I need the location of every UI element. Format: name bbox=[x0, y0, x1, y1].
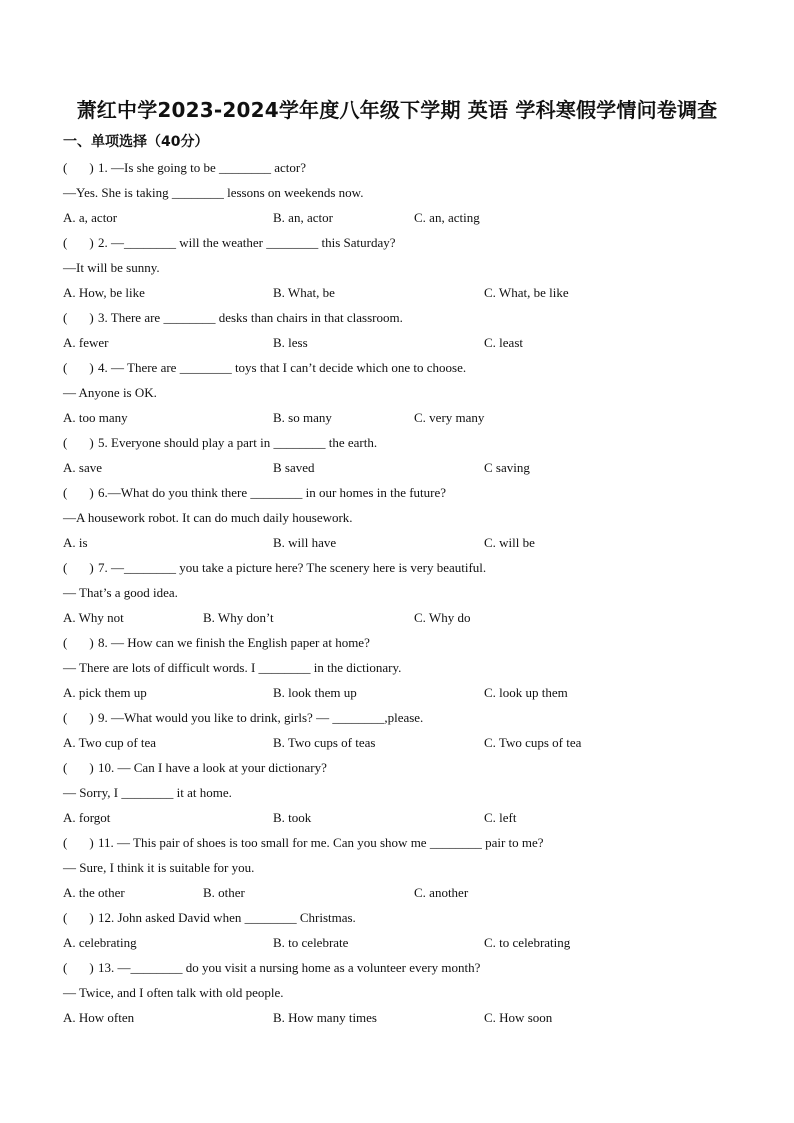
question-stem bbox=[63, 355, 743, 380]
option-c[interactable]: C saving bbox=[484, 460, 530, 475]
option-c[interactable]: C. look up them bbox=[484, 685, 568, 700]
question-text: 3. There are ________ desks than chairs in that classroom. bbox=[98, 310, 403, 325]
question-text: 13. —________ do you visit a nursing home as a volunteer every month? bbox=[98, 960, 481, 975]
bracket-close: ) bbox=[89, 635, 94, 650]
question-text: 6.—What do you think there ________ in our homes in the future? bbox=[98, 485, 447, 500]
section-heading: 一、单项选择（40分） bbox=[63, 134, 209, 150]
question-text: 9. —What would you like to drink, girls? — ________,please. bbox=[98, 710, 424, 725]
option-c[interactable]: C. least bbox=[484, 335, 523, 350]
bracket-open: ( bbox=[63, 360, 68, 375]
options-row bbox=[63, 205, 743, 230]
bracket-open: ( bbox=[63, 910, 68, 925]
answer-line: —It will be sunny. bbox=[63, 260, 160, 275]
option-c[interactable]: C. What, be like bbox=[484, 285, 569, 300]
question-text: 10. — Can I have a look at your dictionary? bbox=[98, 760, 327, 775]
bracket-close: ) bbox=[89, 760, 94, 775]
option-c[interactable]: C. an, acting bbox=[414, 210, 480, 225]
question-stem bbox=[63, 630, 743, 655]
bracket-open: ( bbox=[63, 235, 68, 250]
question-stem bbox=[63, 480, 743, 505]
option-b[interactable]: B saved bbox=[273, 460, 315, 475]
answer-line: — Sure, I think it is suitable for you. bbox=[63, 860, 255, 875]
answer-bracket[interactable] bbox=[63, 630, 98, 655]
options-row bbox=[63, 530, 743, 555]
question-stem bbox=[63, 905, 743, 930]
question-stem bbox=[63, 705, 743, 730]
answer-bracket[interactable] bbox=[63, 555, 98, 580]
option-a[interactable]: A. the other bbox=[63, 885, 125, 900]
options-row bbox=[63, 880, 743, 905]
answer-line: — Sorry, I ________ it at home. bbox=[63, 785, 232, 800]
bracket-close: ) bbox=[89, 435, 94, 450]
answer-bracket[interactable] bbox=[63, 155, 98, 180]
bracket-open: ( bbox=[63, 835, 68, 850]
bracket-close: ) bbox=[89, 710, 94, 725]
question-stem bbox=[63, 830, 743, 855]
option-a[interactable]: A. Why not bbox=[63, 610, 124, 625]
question-text: 1. —Is she going to be ________ actor? bbox=[98, 160, 306, 175]
option-c[interactable]: C. very many bbox=[414, 410, 485, 425]
question-text: 5. Everyone should play a part in ________ the earth. bbox=[98, 435, 378, 450]
option-b[interactable]: B. took bbox=[273, 810, 312, 825]
bracket-open: ( bbox=[63, 560, 68, 575]
option-c[interactable]: C. to celebrating bbox=[484, 935, 571, 950]
option-b[interactable]: B. How many times bbox=[273, 1010, 377, 1025]
answer-bracket[interactable] bbox=[63, 430, 98, 455]
answer-line: — Anyone is OK. bbox=[63, 385, 157, 400]
question-text: 4. — There are ________ toys that I can’t decide which one to choose. bbox=[98, 360, 467, 375]
answer-line: — There are lots of difficult words. I ________ in the dictionary. bbox=[63, 660, 402, 675]
bracket-close: ) bbox=[89, 910, 94, 925]
bracket-close: ) bbox=[89, 835, 94, 850]
options-row bbox=[63, 455, 743, 480]
bracket-close: ) bbox=[89, 160, 94, 175]
bracket-open: ( bbox=[63, 160, 68, 175]
option-a[interactable]: A. How often bbox=[63, 1010, 135, 1025]
option-c[interactable]: C. another bbox=[414, 885, 469, 900]
question-stem bbox=[63, 430, 743, 455]
option-b[interactable]: B. What, be bbox=[273, 285, 335, 300]
options-row bbox=[63, 680, 743, 705]
option-a[interactable]: A. Two cup of tea bbox=[63, 735, 157, 750]
bracket-open: ( bbox=[63, 760, 68, 775]
answer-bracket[interactable] bbox=[63, 480, 98, 505]
question-stem bbox=[63, 155, 743, 180]
question-stem bbox=[63, 955, 743, 980]
option-b[interactable]: B. will have bbox=[273, 535, 337, 550]
answer-bracket[interactable] bbox=[63, 230, 98, 255]
answer-line: — That’s a good idea. bbox=[63, 585, 178, 600]
question-text: 11. — This pair of shoes is too small for me. Can you show me ________ pair to me? bbox=[98, 835, 544, 850]
answer-bracket[interactable] bbox=[63, 830, 98, 855]
option-b[interactable]: B. Why don’t bbox=[203, 610, 274, 625]
options-row bbox=[63, 280, 743, 305]
option-a[interactable]: A. is bbox=[63, 535, 88, 550]
bracket-close: ) bbox=[89, 960, 94, 975]
option-b[interactable]: B. Two cups of teas bbox=[273, 735, 376, 750]
option-b[interactable]: B. to celebrate bbox=[273, 935, 349, 950]
bracket-close: ) bbox=[89, 560, 94, 575]
options-row bbox=[63, 405, 743, 430]
bracket-close: ) bbox=[89, 235, 94, 250]
options-row bbox=[63, 330, 743, 355]
bracket-open: ( bbox=[63, 310, 68, 325]
option-c[interactable]: C. Why do bbox=[414, 610, 471, 625]
question-stem bbox=[63, 755, 743, 780]
option-a[interactable]: A. celebrating bbox=[63, 935, 137, 950]
options-row bbox=[63, 805, 743, 830]
bracket-close: ) bbox=[89, 360, 94, 375]
option-c[interactable]: C. How soon bbox=[484, 1010, 553, 1025]
options-row bbox=[63, 1005, 743, 1030]
question-text: 7. —________ you take a picture here? The scenery here is very beautiful. bbox=[98, 560, 487, 575]
bracket-open: ( bbox=[63, 485, 68, 500]
answer-bracket[interactable] bbox=[63, 305, 98, 330]
option-a[interactable]: A. How, be like bbox=[63, 285, 145, 300]
answer-bracket[interactable] bbox=[63, 955, 98, 980]
option-a[interactable]: A. pick them up bbox=[63, 685, 147, 700]
question-text: 12. John asked David when ________ Christmas. bbox=[98, 910, 356, 925]
answer-bracket[interactable] bbox=[63, 355, 98, 380]
option-a[interactable]: A. save bbox=[63, 460, 102, 475]
option-a[interactable]: A. a, actor bbox=[63, 210, 118, 225]
options-row bbox=[63, 730, 743, 755]
bracket-close: ) bbox=[89, 310, 94, 325]
question-list bbox=[63, 155, 743, 1030]
option-c[interactable]: C. Two cups of tea bbox=[484, 735, 582, 750]
options-row bbox=[63, 930, 743, 955]
bracket-open: ( bbox=[63, 710, 68, 725]
question-stem bbox=[63, 555, 743, 580]
option-b[interactable]: B. look them up bbox=[273, 685, 357, 700]
option-a[interactable]: A. too many bbox=[63, 410, 128, 425]
answer-line: — Twice, and I often talk with old people. bbox=[63, 985, 284, 1000]
bracket-open: ( bbox=[63, 435, 68, 450]
page-title: 萧红中学2023-2024学年度八年级下学期 英语 学科寒假学情问卷调查 bbox=[76, 98, 718, 122]
bracket-close: ) bbox=[89, 485, 94, 500]
option-b[interactable]: B. an, actor bbox=[273, 210, 333, 225]
question-text: 2. —________ will the weather ________ this Saturday? bbox=[98, 235, 396, 250]
option-a[interactable]: A. fewer bbox=[63, 335, 109, 350]
question-text: 8. — How can we finish the English paper at home? bbox=[98, 635, 370, 650]
answer-bracket[interactable] bbox=[63, 905, 98, 930]
answer-line: —Yes. She is taking ________ lessons on weekends now. bbox=[63, 185, 364, 200]
bracket-open: ( bbox=[63, 960, 68, 975]
question-stem bbox=[63, 305, 743, 330]
option-b[interactable]: B. less bbox=[273, 335, 308, 350]
answer-line: —A housework robot. It can do much daily housework. bbox=[63, 510, 353, 525]
option-a[interactable]: A. forgot bbox=[63, 810, 111, 825]
options-row bbox=[63, 605, 743, 630]
option-b[interactable]: B. so many bbox=[273, 410, 332, 425]
bracket-open: ( bbox=[63, 635, 68, 650]
option-c[interactable]: C. left bbox=[484, 810, 517, 825]
option-c[interactable]: C. will be bbox=[484, 535, 535, 550]
answer-bracket[interactable] bbox=[63, 755, 98, 780]
answer-bracket[interactable] bbox=[63, 705, 98, 730]
question-stem bbox=[63, 230, 743, 255]
option-b[interactable]: B. other bbox=[203, 885, 245, 900]
